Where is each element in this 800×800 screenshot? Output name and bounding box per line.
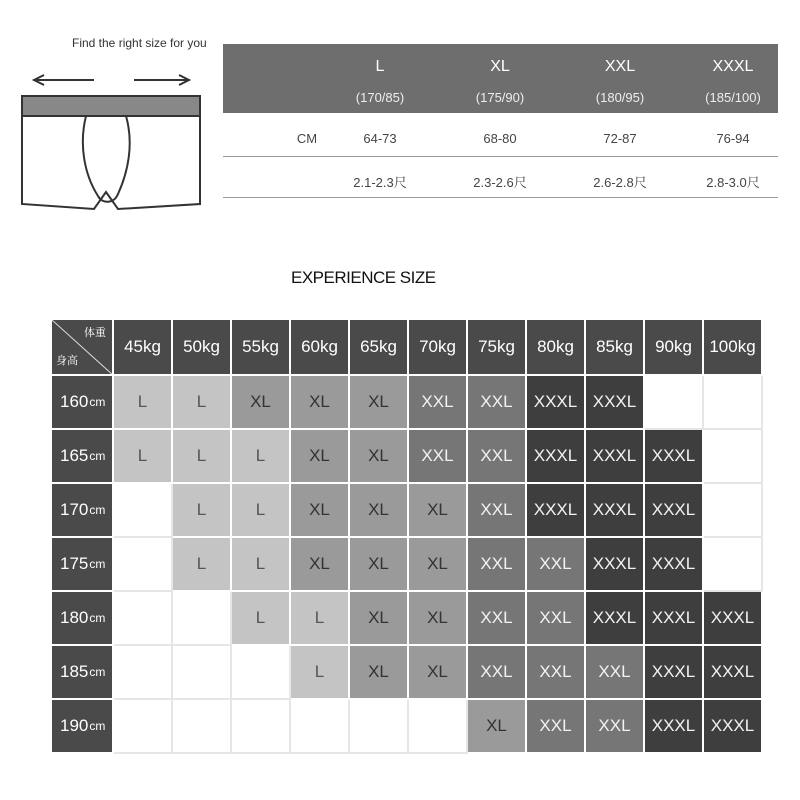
height-row-header (52, 700, 114, 754)
size-label: XXXL (712, 58, 754, 75)
height-value: 180 (60, 608, 89, 627)
weight-column-header: 85kg (586, 320, 645, 376)
height-row-header (52, 646, 114, 700)
size-cell (114, 646, 173, 700)
size-cell: XXXL (586, 484, 645, 538)
size-cell (173, 646, 232, 700)
size-cell: XL (291, 376, 350, 430)
size-cell: XXXL (645, 484, 704, 538)
boxer-briefs-illustration (14, 64, 204, 234)
size-cell: XL (350, 538, 409, 592)
weight-column-header: 90kg (645, 320, 704, 376)
size-cell: XXL (468, 592, 527, 646)
size-cell (409, 700, 468, 754)
size-cell: L (114, 376, 173, 430)
height-value: 160 (60, 392, 89, 411)
size-label: XXL (604, 58, 636, 75)
size-cell: XL (468, 700, 527, 754)
height-value: 175 (60, 554, 89, 573)
size-cell: L (173, 484, 232, 538)
size-cell: XL (350, 646, 409, 700)
size-cell: XXL (527, 646, 586, 700)
height-row-header (52, 430, 114, 484)
height-waist-label: (180/95) (595, 90, 645, 105)
size-cell: XXXL (704, 592, 763, 646)
size-cell: XXXL (704, 646, 763, 700)
size-cell: XXXL (586, 538, 645, 592)
size-cell: XXXL (527, 376, 586, 430)
waist-chi-value: 2.3-2.6尺 (473, 175, 527, 190)
size-cell: XL (350, 376, 409, 430)
size-cell: XXXL (586, 376, 645, 430)
height-row-header (52, 538, 114, 592)
height-row-header (52, 376, 114, 430)
size-cell: XXL (409, 430, 468, 484)
size-cell (704, 376, 763, 430)
weight-column-header: 70kg (409, 320, 468, 376)
size-cell: XL (409, 484, 468, 538)
size-cell: XXXL (645, 646, 704, 700)
size-cell: XXL (527, 592, 586, 646)
size-cell: XXXL (645, 430, 704, 484)
size-cell: XXXL (645, 700, 704, 754)
size-cell: XXL (468, 430, 527, 484)
size-cell: L (291, 646, 350, 700)
size-cell: XL (350, 430, 409, 484)
size-cell: XL (409, 646, 468, 700)
size-cell (114, 700, 173, 754)
size-cell: XXL (468, 376, 527, 430)
height-value: 185 (60, 662, 89, 681)
size-cell: XL (291, 538, 350, 592)
height-row-header (52, 484, 114, 538)
waist-chi-value: 2.6-2.8尺 (593, 175, 647, 190)
size-label: XL (490, 58, 510, 75)
height-unit: cm (89, 449, 106, 463)
size-cell: L (232, 484, 291, 538)
height-unit: cm (89, 395, 106, 409)
size-cell: XXL (527, 538, 586, 592)
waist-cm-value: 64-73 (363, 131, 397, 146)
waist-cm-value: 68-80 (483, 131, 517, 146)
size-cell: XXL (586, 646, 645, 700)
size-cell (350, 700, 409, 754)
size-cell (704, 484, 763, 538)
size-cell (704, 538, 763, 592)
weight-column-header: 80kg (527, 320, 586, 376)
weight-column-header: 100kg (704, 320, 763, 376)
size-cell: XXXL (704, 700, 763, 754)
size-cell: L (173, 538, 232, 592)
weight-column-header: 55kg (232, 320, 291, 376)
size-cell: XXXL (527, 430, 586, 484)
size-cell: XXXL (645, 592, 704, 646)
size-cell (645, 376, 704, 430)
size-cell: XXL (586, 700, 645, 754)
size-label: L (375, 58, 385, 75)
size-cell: XL (291, 430, 350, 484)
waist-chi-value: 2.1-2.3尺 (353, 175, 407, 190)
divider (223, 197, 778, 198)
size-cell: XXXL (645, 538, 704, 592)
size-cell: XXXL (586, 430, 645, 484)
size-cell (114, 538, 173, 592)
size-cell: XL (409, 592, 468, 646)
size-cell (704, 430, 763, 484)
size-cell: XL (350, 592, 409, 646)
size-cell (173, 592, 232, 646)
height-unit: cm (89, 719, 106, 733)
divider (223, 156, 778, 157)
size-cell: XXL (468, 484, 527, 538)
height-value: 190 (60, 716, 89, 735)
size-cell (232, 700, 291, 754)
height-unit: cm (89, 611, 106, 625)
experience-size-title: EXPERIENCE SIZE (291, 268, 436, 287)
weight-header: 体重 (84, 327, 106, 339)
cm-label: CM (296, 131, 318, 146)
height-waist-label: (175/90) (475, 90, 525, 105)
size-cell: XL (291, 484, 350, 538)
size-cell: XL (350, 484, 409, 538)
size-cell: XXL (468, 538, 527, 592)
weight-column-header: 50kg (173, 320, 232, 376)
waist-cm-value: 72-87 (603, 131, 637, 146)
size-cell: L (291, 592, 350, 646)
height-unit: cm (89, 665, 106, 679)
height-waist-label: (170/85) (355, 90, 405, 105)
size-cell: XXL (468, 646, 527, 700)
height-header: 身高 (56, 355, 78, 367)
size-cell: L (232, 538, 291, 592)
waist-cm-value: 76-94 (716, 131, 750, 146)
size-cell (291, 700, 350, 754)
weight-column-header: 45kg (114, 320, 173, 376)
waist-chi-value: 2.8-3.0尺 (706, 175, 760, 190)
find-size-title: Find the right size for you (72, 36, 207, 50)
height-unit: cm (89, 503, 106, 517)
size-cell: XXXL (527, 484, 586, 538)
size-cell: XL (232, 376, 291, 430)
corner-header (52, 320, 114, 376)
size-cell (232, 646, 291, 700)
size-cell: XL (409, 538, 468, 592)
weight-column-header: 65kg (350, 320, 409, 376)
size-cell: XXXL (586, 592, 645, 646)
size-cell: L (232, 592, 291, 646)
size-cell: L (114, 430, 173, 484)
size-cell (114, 592, 173, 646)
weight-column-header: 75kg (468, 320, 527, 376)
height-row-header (52, 592, 114, 646)
size-cell: L (232, 430, 291, 484)
height-waist-label: (185/100) (705, 90, 761, 105)
size-cell (114, 484, 173, 538)
weight-column-header: 60kg (291, 320, 350, 376)
size-cell: L (173, 430, 232, 484)
height-unit: cm (89, 557, 106, 571)
experience-size-grid (52, 320, 768, 752)
size-cell: L (173, 376, 232, 430)
size-cell (173, 700, 232, 754)
size-cell: XXL (527, 700, 586, 754)
height-value: 165 (60, 446, 89, 465)
size-cell: XXL (409, 376, 468, 430)
height-value: 170 (60, 500, 89, 519)
